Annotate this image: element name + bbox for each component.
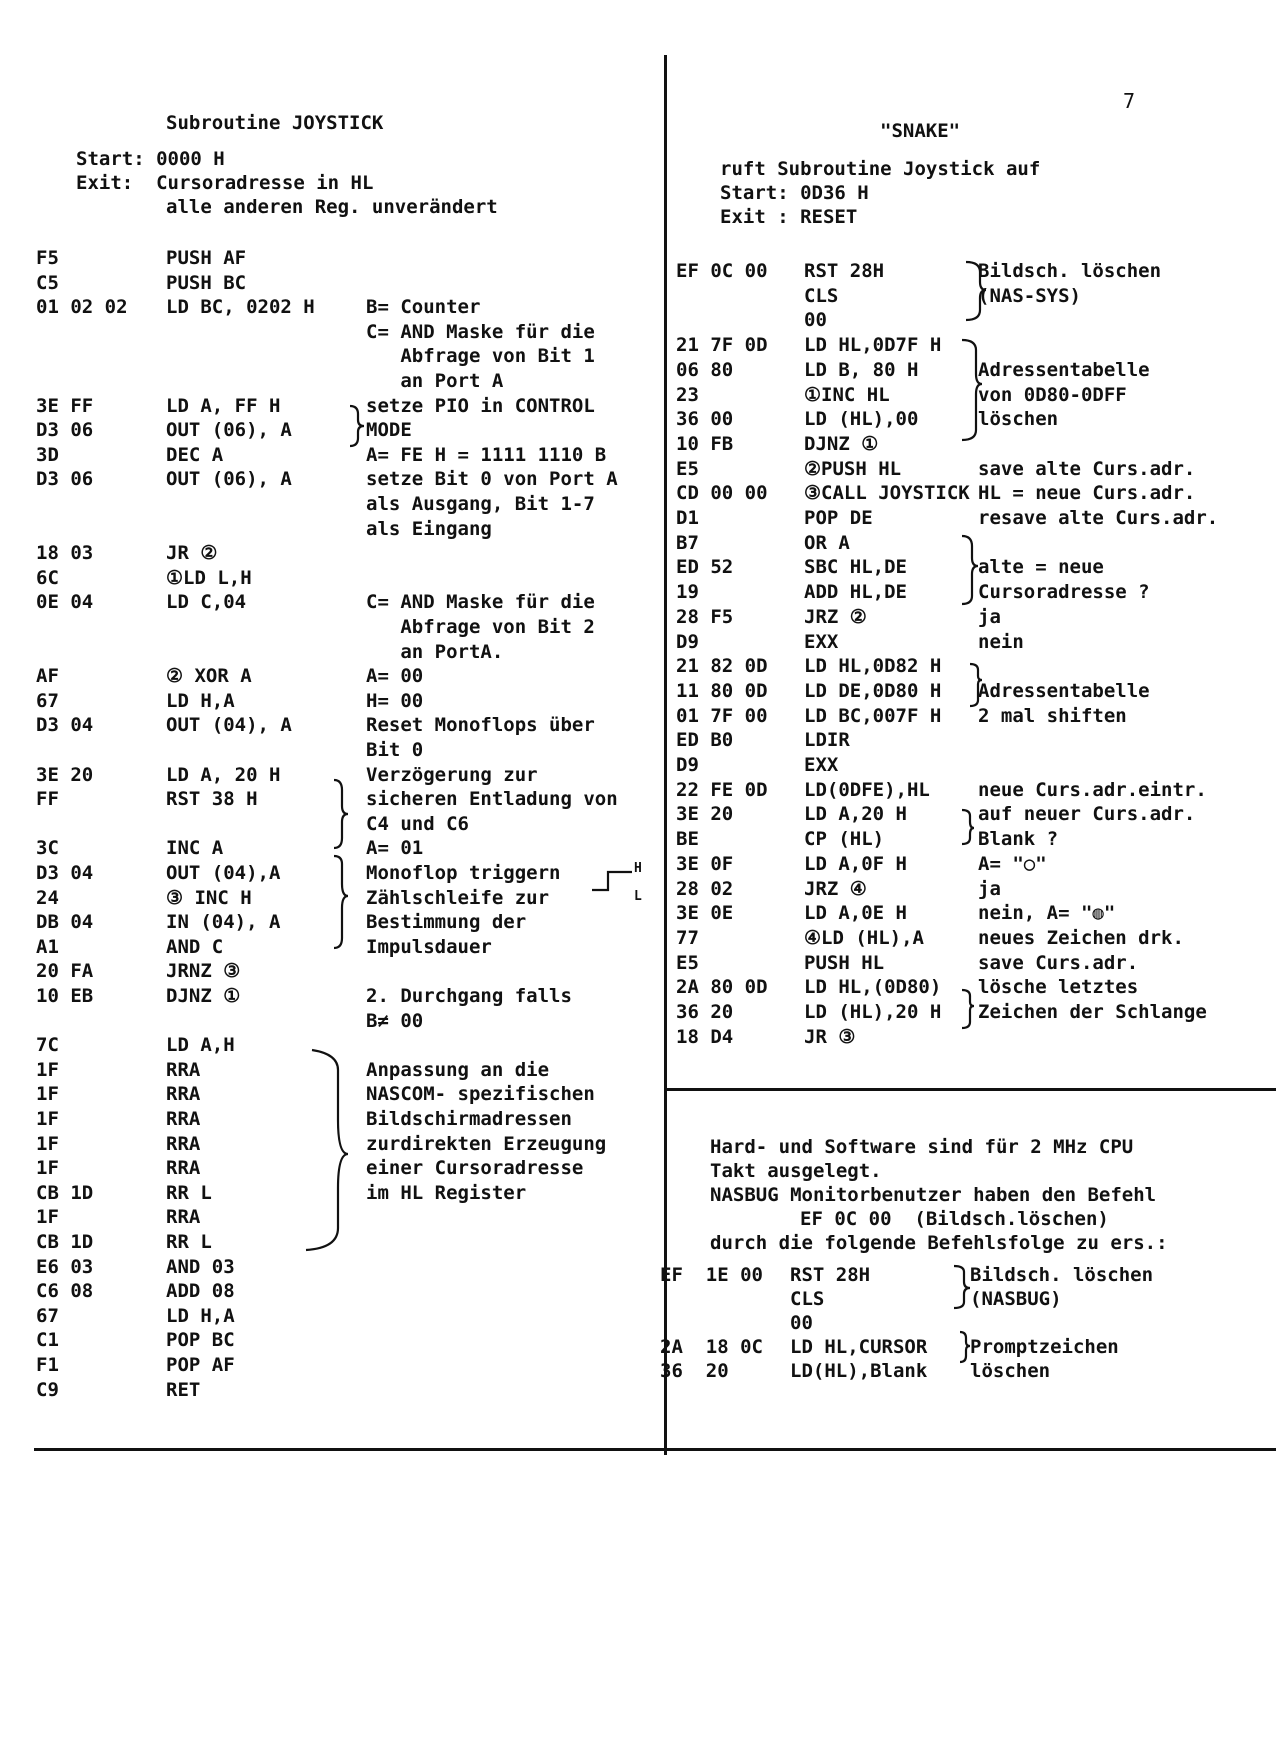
right-comment: lösche letztes (978, 976, 1139, 999)
left-instr: OUT (04), A (166, 714, 292, 737)
nasbug-comment: (NASBUG) (970, 1288, 1062, 1310)
right-comment: Adressentabelle (978, 358, 1150, 381)
nasbug-instr: CLS (790, 1288, 825, 1310)
left-hex: 3C (36, 837, 59, 860)
right-instr: ADD HL,DE (804, 581, 907, 604)
left-comment: an Port A (366, 370, 504, 392)
left-instr: LD A,H (166, 1034, 235, 1057)
right-comment: resave alte Curs.adr. (978, 507, 1219, 529)
left-hex: FF (36, 788, 59, 811)
left-comment: C4 und C6 (366, 812, 469, 835)
right-hex: 28 02 (676, 877, 734, 900)
left-instr: ③ INC H (166, 886, 252, 909)
left-comment: A= FE H = 1111 1110 B (366, 443, 607, 466)
right-hex: 77 (676, 926, 699, 949)
left-instr: ② XOR A (166, 665, 252, 688)
left-hex: 3D (36, 443, 59, 466)
right-instr: EXX (804, 630, 839, 653)
left-instr: RR L (166, 1181, 212, 1204)
right-comment: nein (978, 630, 1024, 653)
left-instr: JRNZ ③ (166, 960, 241, 983)
left-hex: 18 03 (36, 542, 94, 565)
left-comment: Reset Monoflops über (366, 714, 595, 737)
pulse-low-label: L (634, 889, 642, 904)
right-hex: 11 80 0D (676, 679, 768, 702)
left-title: Subroutine JOYSTICK (166, 112, 384, 134)
left-instr: LD BC, 0202 H (166, 296, 315, 319)
right-hex: 36 20 (676, 1001, 734, 1023)
left-hex: 01 02 02 (36, 296, 128, 319)
left-comment: Monoflop triggern (366, 862, 561, 884)
note-line-4: EF 0C 00 (Bildsch.löschen) (800, 1208, 1109, 1230)
left-hex: 67 (36, 689, 59, 712)
right-instr: ②PUSH HL (804, 457, 902, 480)
left-comment: 2. Durchgang falls (366, 985, 572, 1007)
right-comment: Bildsch. löschen (978, 260, 1162, 282)
left-comment: Verzögerung zur (366, 763, 538, 786)
left-hex: C1 (36, 1329, 59, 1352)
right-comment: auf neuer Curs.adr. (978, 803, 1196, 826)
left-comment: als Eingang (366, 517, 492, 540)
left-instr: LD H,A (166, 1304, 235, 1327)
right-hex: CD 00 00 (676, 482, 768, 505)
left-hex: F1 (36, 1354, 59, 1376)
right-hex: 23 (676, 383, 699, 406)
nasbug-hex: 2A 18 0C (660, 1336, 763, 1358)
left-instr: LD A, FF H (166, 394, 281, 417)
left-instr: PUSH AF (166, 247, 247, 269)
left-instr: OUT (06), A (166, 468, 292, 491)
right-instr: LD A,0E H (804, 902, 907, 925)
left-comment: Zählschleife zur (366, 886, 550, 909)
right-start: Start: 0D36 H (720, 182, 869, 204)
right-instr: CLS (804, 284, 839, 307)
left-hex: 3E 20 (36, 763, 94, 786)
left-instr: JR ② (166, 542, 218, 565)
left-instr: RRA (166, 1157, 201, 1180)
left-instr: LD H,A (166, 689, 235, 712)
left-comment: zurdirekten Erzeugung (366, 1132, 607, 1155)
brace-icon (334, 780, 348, 848)
left-instr: OUT (04),A (166, 862, 281, 884)
right-instr: LD HL,0D82 H (804, 655, 942, 678)
nasbug-comment: löschen (970, 1360, 1051, 1382)
right-instr: LD B, 80 H (804, 358, 919, 381)
right-hex: D9 (676, 630, 699, 653)
right-instr: ④LD (HL),A (804, 926, 924, 949)
right-comment: alte = neue (978, 556, 1104, 579)
left-hex: 1F (36, 1083, 59, 1106)
left-instr: RET (166, 1378, 201, 1401)
left-hex: 67 (36, 1304, 59, 1327)
brace-icon (954, 1266, 970, 1308)
left-instr: LD A, 20 H (166, 763, 281, 786)
right-comment: Adressentabelle (978, 679, 1150, 702)
right-comment: von 0D80-0DFF (978, 383, 1127, 406)
right-instr: JR ③ (804, 1025, 856, 1048)
right-hex: 36 00 (676, 408, 734, 431)
left-instr: AND 03 (166, 1255, 235, 1278)
note-line-3: NASBUG Monitorbenutzer haben den Befehl (710, 1184, 1157, 1206)
brace-icon (962, 340, 982, 440)
left-comment: im HL Register (366, 1181, 527, 1204)
right-instr: OR A (804, 531, 850, 554)
right-hex: D9 (676, 754, 699, 776)
right-hex: 18 D4 (676, 1025, 734, 1048)
right-hex: E5 (676, 457, 699, 480)
left-hex: 24 (36, 886, 59, 909)
left-instr: RRA (166, 1206, 201, 1229)
right-instr: SBC HL,DE (804, 556, 907, 579)
brace-icon (350, 406, 364, 446)
left-comment: B≠ 00 (366, 1009, 424, 1032)
right-comment: A= "○" (978, 852, 1047, 875)
right-instr: LD HL,(0D80) (804, 976, 942, 999)
left-comment: Anpassung an die (366, 1058, 550, 1081)
right-calls: ruft Subroutine Joystick auf (720, 158, 1041, 180)
right-title: "SNAKE" (880, 120, 961, 142)
left-hex: CB 1D (36, 1231, 94, 1253)
page-number: 7 (1123, 89, 1136, 113)
left-hex: E6 03 (36, 1255, 94, 1278)
left-comment: sicheren Entladung von (366, 788, 618, 811)
right-instr: LD (HL),20 H (804, 1001, 942, 1023)
left-comment: MODE (366, 419, 412, 442)
left-instr: POP BC (166, 1329, 235, 1352)
left-hex: D3 04 (36, 862, 94, 884)
left-instr: DEC A (166, 443, 224, 466)
right-hex: 21 82 0D (676, 655, 768, 678)
right-hex: E5 (676, 951, 699, 974)
right-comment: HL = neue Curs.adr. (978, 482, 1196, 505)
right-exit: Exit : RESET (720, 206, 858, 228)
right-instr: LD(0DFE),HL (804, 778, 930, 801)
right-comment: 2 mal shiften (978, 704, 1127, 727)
left-instr: RST 38 H (166, 788, 258, 811)
left-comment: H= 00 (366, 689, 424, 712)
left-comment: an PortA. (366, 640, 504, 663)
left-instr: ①LD L,H (166, 566, 252, 589)
right-hex: 22 FE 0D (676, 778, 768, 801)
right-hex: B7 (676, 531, 699, 554)
left-comment: einer Cursoradresse (366, 1157, 584, 1180)
nasbug-comment: Promptzeichen (970, 1336, 1119, 1358)
left-comment: A= 00 (366, 665, 424, 688)
right-hex: 3E 0E (676, 902, 734, 925)
right-hex: D1 (676, 507, 699, 529)
nasbug-instr: RST 28H (790, 1264, 871, 1286)
brace-icon (970, 664, 982, 706)
left-hex: F5 (36, 247, 59, 269)
left-hex: 3E FF (36, 394, 94, 417)
right-hex: 28 F5 (676, 605, 734, 628)
right-hex: ED 52 (676, 556, 734, 579)
right-instr: 00 (804, 309, 827, 332)
right-hex: 2A 80 0D (676, 976, 768, 999)
left-comment: Abfrage von Bit 1 (366, 345, 595, 368)
left-comment: setze PIO in CONTROL (366, 394, 595, 417)
left-hex: 1F (36, 1108, 59, 1130)
right-instr: JRZ ② (804, 605, 867, 628)
left-exit-note: alle anderen Reg. unverändert (166, 196, 498, 218)
right-comment: neues Zeichen drk. (978, 926, 1184, 949)
pulse-icon (592, 872, 632, 890)
left-hex: 10 EB (36, 985, 94, 1007)
left-instr: RRA (166, 1058, 201, 1081)
left-instr: RRA (166, 1132, 201, 1155)
nasbug-comment: Bildsch. löschen (970, 1264, 1154, 1286)
left-comment: C= AND Maske für die (366, 591, 595, 614)
left-instr: RRA (166, 1083, 201, 1106)
right-comment: ja (978, 877, 1001, 900)
brace-icon (962, 810, 974, 844)
left-hex: 0E 04 (36, 591, 94, 614)
right-hex: 19 (676, 581, 699, 604)
right-hex: EF 0C 00 (676, 260, 768, 282)
left-instr: LD C,04 (166, 591, 247, 614)
right-hex: ED B0 (676, 729, 734, 752)
note-line-5: durch die folgende Befehlsfolge zu ers.: (710, 1232, 1168, 1254)
right-instr: PUSH HL (804, 951, 885, 974)
left-hex: D3 06 (36, 419, 94, 442)
right-comment: (NAS-SYS) (978, 284, 1081, 307)
right-hex: BE (676, 828, 699, 851)
right-instr: LD DE,0D80 H (804, 679, 942, 702)
right-instr: ③CALL JOYSTICK (804, 482, 970, 505)
right-comment: Cursoradresse ? (978, 581, 1150, 604)
left-hex: AF (36, 665, 59, 688)
nasbug-hex: 36 20 (660, 1360, 729, 1382)
brace-icon (960, 1332, 970, 1362)
left-hex: 7C (36, 1034, 59, 1057)
left-instr: PUSH BC (166, 271, 247, 294)
note-line-1: Hard- und Software sind für 2 MHz CPU (710, 1136, 1134, 1158)
right-instr: ①INC HL (804, 383, 890, 406)
left-comment: Abfrage von Bit 2 (366, 616, 595, 638)
right-instr: RST 28H (804, 260, 885, 282)
left-start: Start: 0000 H (76, 148, 225, 170)
left-comment: Bildschirmadressen (366, 1108, 572, 1130)
left-hex: CB 1D (36, 1181, 94, 1204)
left-hex: D3 06 (36, 468, 94, 491)
left-instr: OUT (06), A (166, 419, 292, 442)
left-instr: POP AF (166, 1354, 235, 1376)
left-hex: 6C (36, 566, 59, 589)
right-hex: 21 7F 0D (676, 334, 768, 357)
right-comment: nein, A= "◍" (978, 902, 1116, 925)
left-instr: RR L (166, 1231, 212, 1253)
right-comment: ja (978, 605, 1001, 628)
left-hex: 20 FA (36, 960, 94, 983)
left-instr: INC A (166, 837, 224, 860)
left-hex: 1F (36, 1132, 59, 1155)
left-comment: C= AND Maske für die (366, 320, 595, 343)
left-comment: Impulsdauer (366, 935, 492, 958)
left-hex: C5 (36, 271, 59, 294)
left-hex: 1F (36, 1157, 59, 1180)
left-hex: DB 04 (36, 911, 94, 934)
right-comment: Zeichen der Schlange (978, 1001, 1207, 1023)
left-comment: Bestimmung der (366, 911, 527, 934)
brace-icon (962, 536, 978, 604)
right-hex: 06 80 (676, 358, 734, 381)
nasbug-instr: LD HL,CURSOR (790, 1336, 928, 1358)
note-line-2: Takt ausgelegt. (710, 1160, 882, 1182)
left-instr: ADD 08 (166, 1280, 235, 1303)
left-instr: IN (04), A (166, 911, 281, 934)
left-comment: A= 01 (366, 837, 424, 860)
left-comment: setze Bit 0 von Port A (366, 468, 618, 491)
right-instr: EXX (804, 754, 839, 776)
right-hex: 01 7F 00 (676, 704, 768, 727)
left-instr: RRA (166, 1108, 201, 1130)
right-comment: save Curs.adr. (978, 951, 1139, 974)
right-comment: neue Curs.adr.eintr. (978, 778, 1207, 801)
right-hex: 10 FB (676, 432, 734, 455)
right-instr: POP DE (804, 507, 873, 529)
nasbug-instr: 00 (790, 1312, 813, 1334)
left-comment: NASCOM- spezifischen (366, 1083, 595, 1106)
brace-icon (962, 990, 974, 1028)
left-hex: A1 (36, 935, 59, 958)
right-instr: LDIR (804, 729, 850, 752)
left-instr: AND C (166, 935, 224, 958)
right-instr: LD BC,007F H (804, 704, 942, 727)
pulse-high-label: H (634, 861, 642, 876)
right-comment: Blank ? (978, 828, 1059, 851)
right-hex: 3E 20 (676, 803, 734, 826)
nasbug-instr: LD(HL),Blank (790, 1360, 928, 1382)
left-hex: C9 (36, 1378, 59, 1401)
right-instr: LD HL,0D7F H (804, 334, 942, 357)
brace-icon (334, 856, 348, 948)
brace-icon (306, 1050, 348, 1250)
left-instr: DJNZ ① (166, 985, 241, 1007)
left-hex: D3 04 (36, 714, 94, 737)
left-hex: 1F (36, 1058, 59, 1081)
nasbug-hex: EF 1E 00 (660, 1264, 763, 1286)
brace-icon (966, 262, 986, 320)
left-exit: Exit: Cursoradresse in HL (76, 172, 374, 194)
right-instr: JRZ ④ (804, 877, 867, 900)
right-comment: save alte Curs.adr. (978, 457, 1196, 480)
right-instr: DJNZ ① (804, 432, 879, 455)
right-instr: LD A,20 H (804, 803, 907, 826)
left-comment: Bit 0 (366, 739, 424, 761)
left-hex: C6 08 (36, 1280, 94, 1303)
right-comment: löschen (978, 408, 1059, 431)
right-instr: LD (HL),00 (804, 408, 919, 431)
left-comment: B= Counter (366, 296, 481, 319)
right-instr: LD A,0F H (804, 852, 907, 875)
right-instr: CP (HL) (804, 828, 885, 851)
right-hex: 3E 0F (676, 852, 734, 875)
left-comment: als Ausgang, Bit 1-7 (366, 493, 595, 515)
left-hex: 1F (36, 1206, 59, 1229)
